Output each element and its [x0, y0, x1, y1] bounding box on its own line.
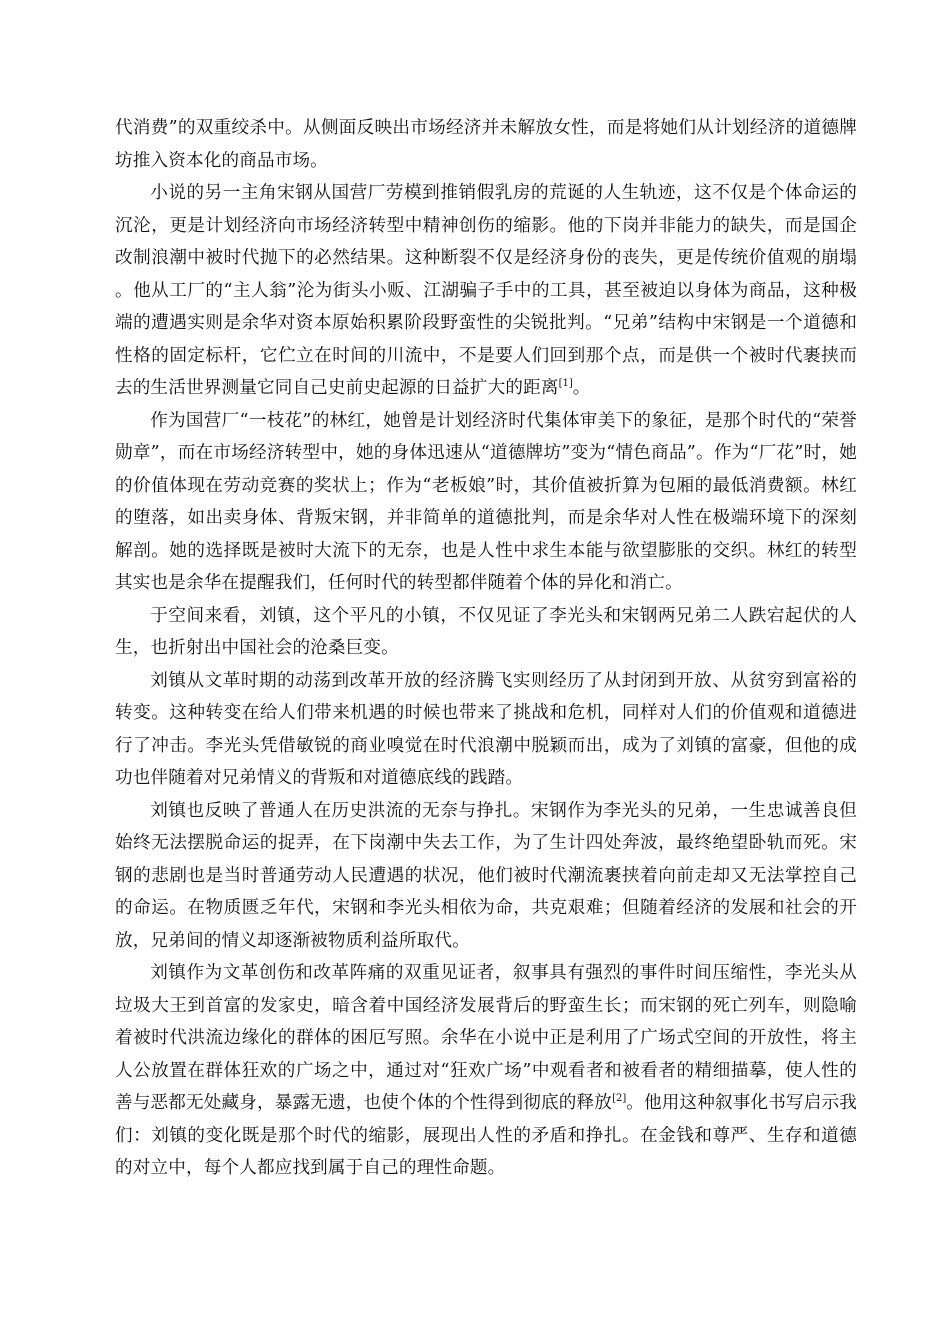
paragraph-1-text: 代消费”的双重绞杀中。从侧面反映出市场经济并未解放女性，而是将她们从计划经济的道德牌坊推入资本化的商品市场。	[115, 118, 857, 171]
paragraph-1	[115, 112, 857, 177]
paragraph-7	[115, 957, 857, 1185]
paragraph-5-text: 刘镇从文革时期的动荡到改革开放的经济腾飞实则经历了从封闭到开放、从贫穷到富裕的转变。这种转变在给人们带来机遇的时候也带来了挑战和危机，同样对人们的价值观和道德进行了冲击。李光头凭借敏锐的商业嗅觉在时代浪潮中脱颖而出，成为了刘镇的富豪，但他的成功也伴随着对兄弟情义的背叛和对道德底线的践踏。	[115, 670, 857, 788]
paragraph-6-text: 刘镇也反映了普通人在历史洪流的无奈与挣扎。宋钢作为李光头的兄弟，一生忠诚善良但始终无法摆脱命运的捉弄，在下岗潮中失去工作，为了生计四处奔波，最终绝望卧轨而死。宋钢的悲剧也是当时普通劳动人民遭遇的状况，他们被时代潮流裹挟着向前走却又无法掌控自己的命运。在物质匮乏年代，宋钢和李光头相依为命，共克艰难；但随着经济的发展和社会的开放，兄弟间的情义却逐渐被物质利益所取代。	[115, 800, 857, 951]
citation-1[interactable]: [1]	[558, 378, 573, 390]
paragraph-3	[115, 405, 857, 600]
paragraph-4-text: 于空间来看，刘镇，这个平凡的小镇，不仅见证了李光头和宋钢两兄弟二人跌宕起伏的人生，也折射出中国社会的沧桑巨变。	[115, 605, 857, 658]
paragraph-2-text: 小说的另一主角宋钢从国营厂劳模到推销假乳房的荒诞的人生轨迹，这不仅是个体命运的沉沦，更是计划经济向市场经济转型中精神创伤的缩影。他的下岗并非能力的缺失，而是国企改制浪潮中被时代抛下的必然结果。这种断裂不仅是经济身份的丧失，更是传统价值观的崩塌。他从工厂的“主人翁”沦为街头小贩、江湖骗子手中的工具，甚至被迫以身体为商品，这种极端的遭遇实则是余华对资本原始积累阶段野蛮性的尖锐批判。“兄弟”结构中宋钢是一个道德和性格的固定标杆，它伫立在时间的川流中，不是要人们回到那个点，而是供一个被时代裹挟而去的生活世界测量它同自己史前史起源的日益扩大的距离	[115, 183, 857, 398]
paragraph-7-text: 刘镇作为文革创伤和改革阵痛的双重见证者，叙事具有强烈的事件时间压缩性，李光头从垃圾大王到首富的发家史，暗含着中国经济发展背后的野蛮生长；而宋钢的死亡列车，则隐喻着被时代洪流边缘化的群体的困厄写照。余华在小说中正是利用了广场式空间的开放性，将主人公放置在群体狂欢的广场之中，通过对“狂欢广场”中观看者和被看者的精细描摹，使人性的善与恶都无处藏身，暴露无遗，也使个体的个性得到彻底的释放	[115, 963, 857, 1113]
paragraph-2-tail: 。	[572, 378, 591, 398]
paragraph-5	[115, 665, 857, 795]
paragraph-3-text: 作为国营厂“一枝花”的林红，她曾是计划经济时代集体审美下的象征，是那个时代的“荣誉勋章”，而在市场经济转型中，她的身体迅速从“道德牌坊”变为“情色商品”。作为“厂花”时，她的价值体现在劳动竞赛的奖状上；作为“老板娘”时，其价值被折算为包厢的最低消费额。林红的堕落，如出卖身体、背叛宋钢，并非简单的道德批判，而是余华对人性在极端环境下的深刻解剖。她的选择既是被时大流下的无奈，也是人性中求生本能与欲望膨胀的交织。林红的转型其实也是余华在提醒我们，任何时代的转型都伴随着个体的异化和消亡。	[115, 410, 857, 593]
paragraph-2	[115, 177, 857, 405]
paragraph-6	[115, 795, 857, 958]
citation-2[interactable]: [2]	[612, 1093, 627, 1105]
paper-body	[115, 112, 857, 1185]
paragraph-4	[115, 600, 857, 665]
paragraph-7-tail: 。他用这种叙事化书写启示我们：刘镇的变化既是那个时代的缩影，展现出人性的矛盾和挣扎。在金钱和尊严、生存和道德的对立中，每个人都应找到属于自己的理性命题。	[115, 1093, 858, 1178]
